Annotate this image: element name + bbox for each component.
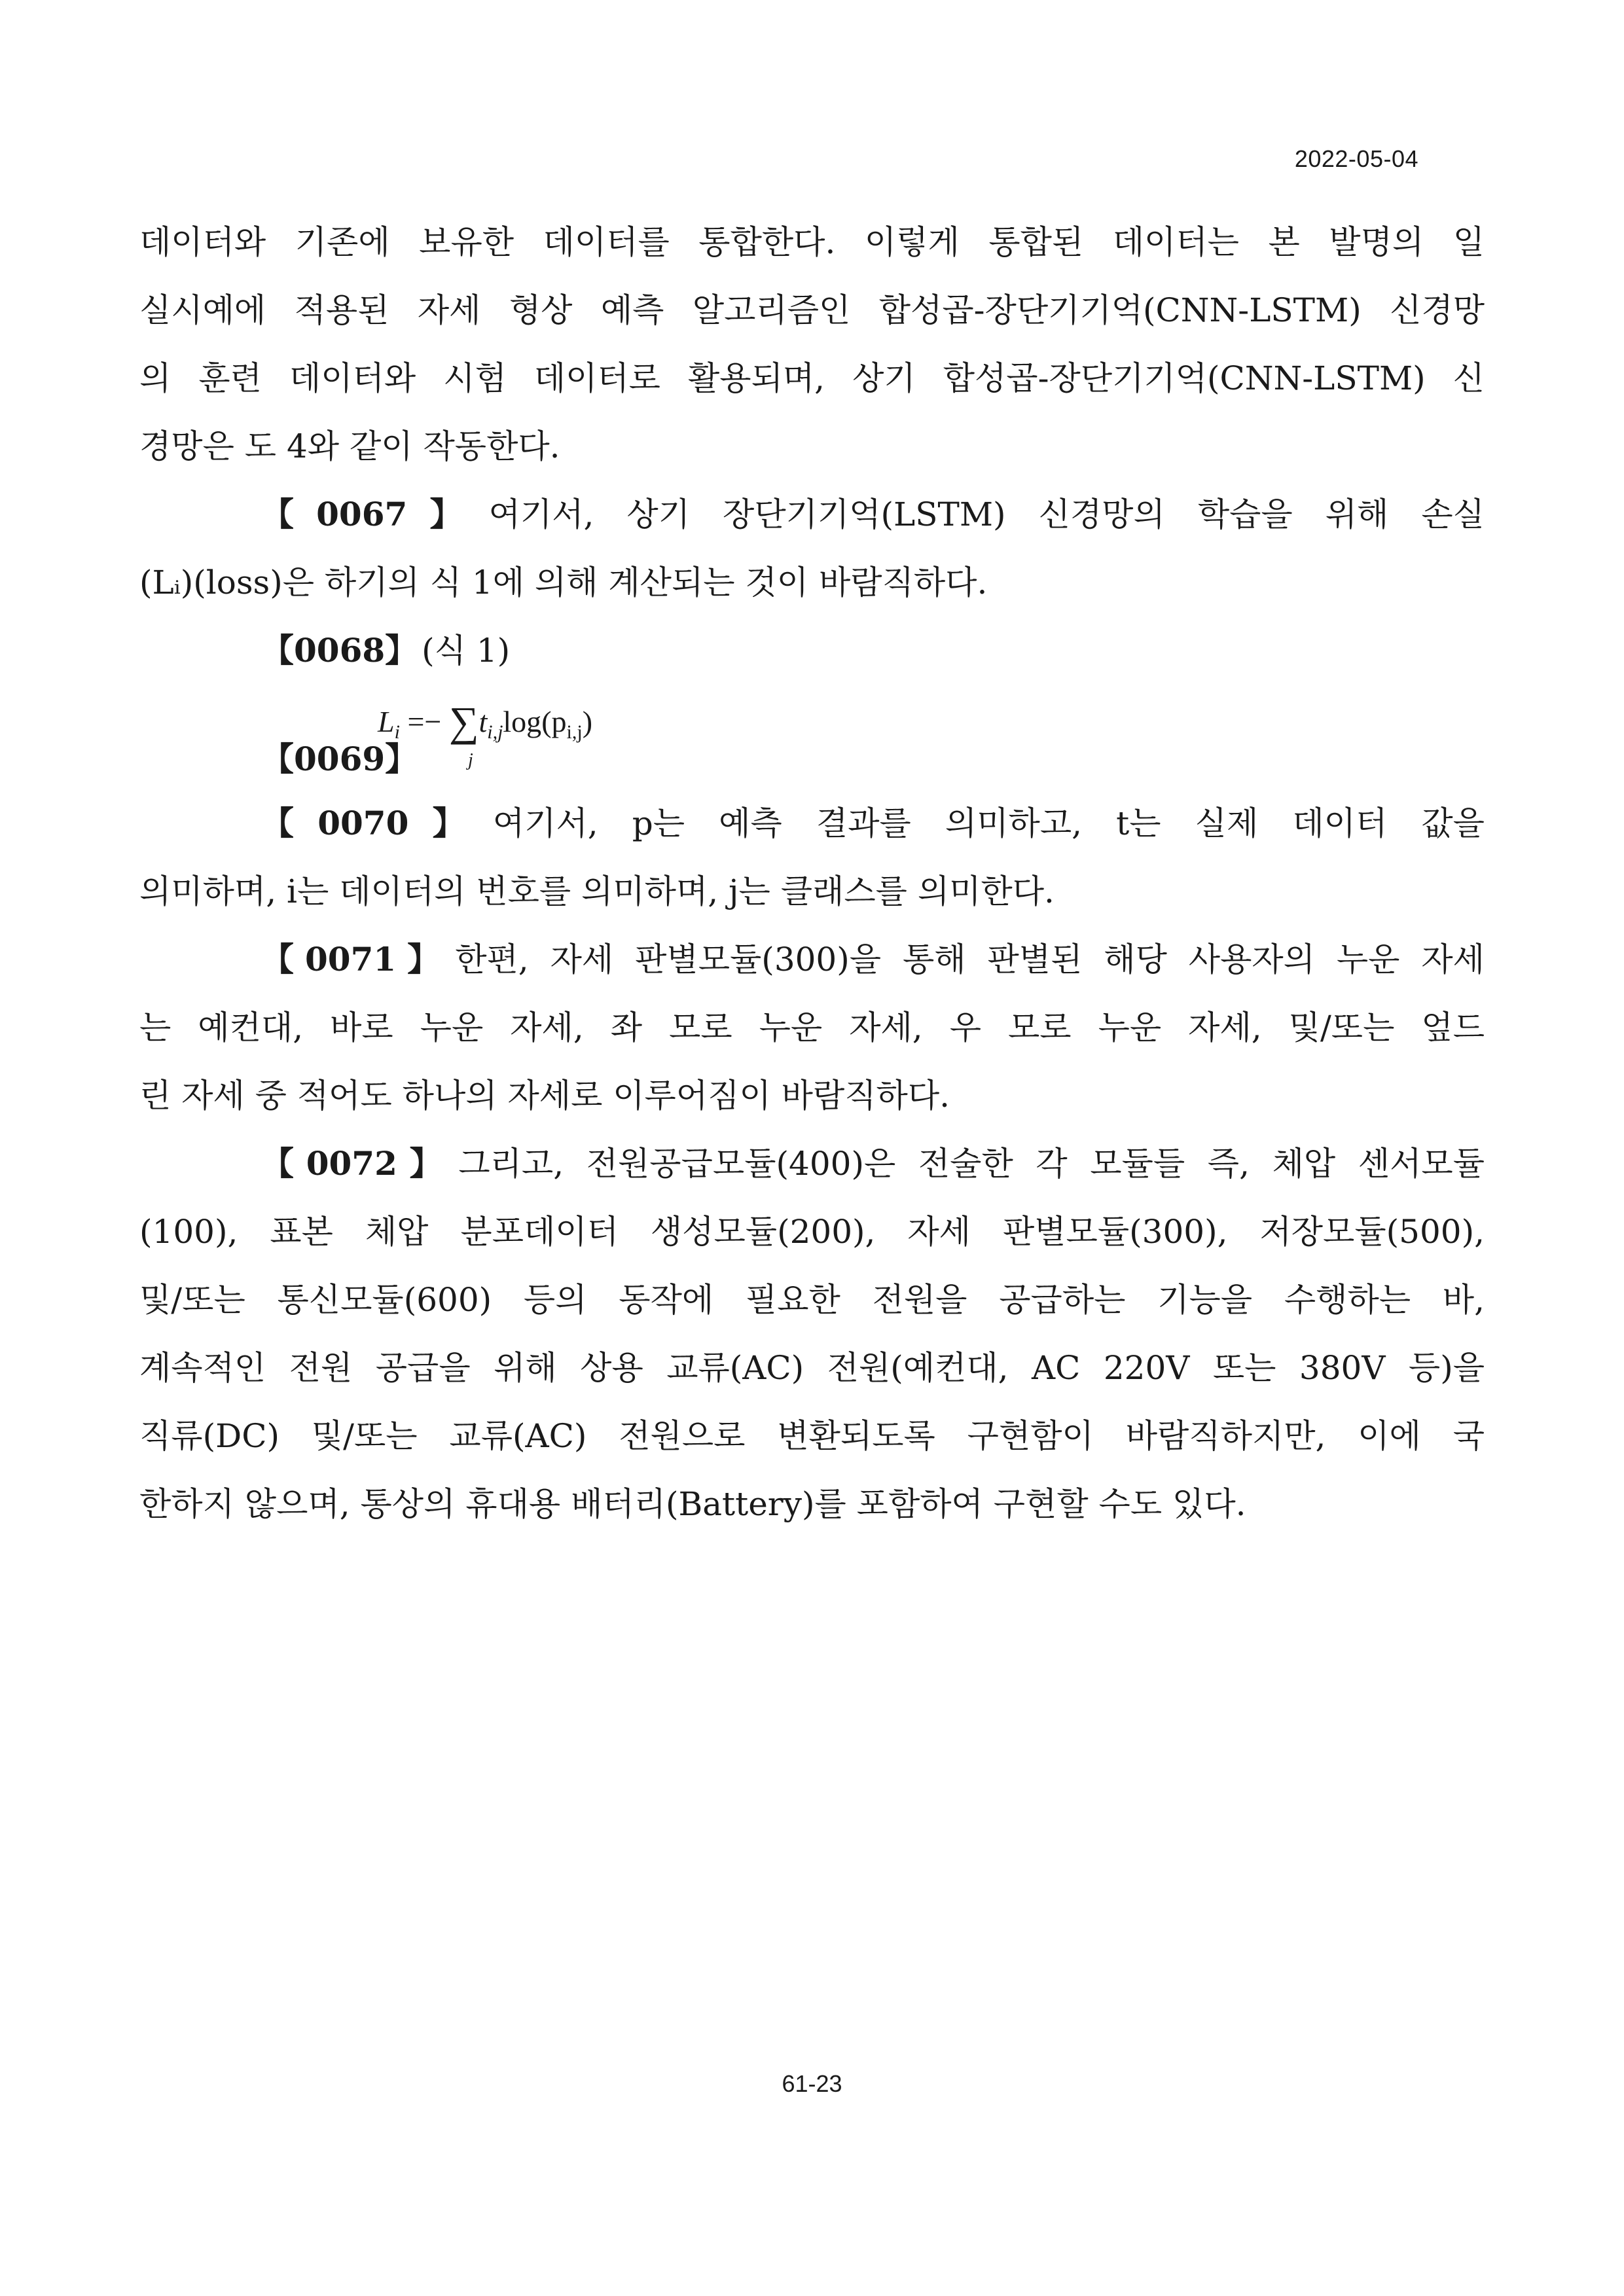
paragraph-text: 그리고, 전원공급모듈(400)은 전술한 각 모듈들 즉, 체압 센서모듈	[458, 1145, 1485, 1183]
formula-equals: =−	[407, 705, 442, 738]
formula-t-subscript: i,j	[487, 721, 503, 743]
paragraph-text: 한편, 자세 판별모듈(300)을 통해 판별된 해당 사용자의 누운 자세	[455, 941, 1485, 978]
text-line: 린 자세 중 적어도 하나의 자세로 이루어짐이 바람직하다.	[139, 1077, 950, 1115]
paragraph-0071-line	[139, 925, 1485, 994]
formula-close-paren: )	[582, 705, 593, 738]
text-line: 한하지 않으며, 통상의 휴대용 배터리(Battery)를 포함하여 구현할 수도 있다.	[139, 1485, 1246, 1523]
paragraph-number: 【0072】	[261, 1144, 455, 1183]
paragraph-0070-line	[139, 789, 1485, 857]
document-body	[139, 208, 1485, 1538]
paragraph-number: 【0067】	[261, 495, 485, 533]
page-number: 61-23	[782, 2070, 842, 2097]
formula-p-subscript: i,j	[566, 721, 583, 743]
paragraph-text: 여기서, p는 예측 결과를 의미하고, t는 실제 데이터 값을	[492, 804, 1485, 842]
text-line: (100), 표본 체압 분포데이터 생성모듈(200), 자세 판별모듈(300), 저장모듈(500),	[139, 1213, 1485, 1251]
text-line: 데이터와 기존에 보유한 데이터를 통합한다. 이렇게 통합된 데이터는 본 발명의 일	[139, 223, 1485, 261]
text-line: (Lᵢ)(loss)은 하기의 식 1에 의해 계산되는 것이 바람직하다.	[139, 564, 988, 601]
formula-sum-symbol: ∑	[448, 698, 479, 745]
loss-equation	[378, 698, 593, 770]
formula-open-paren: (	[541, 705, 552, 738]
paragraph-number: 【0070】	[261, 804, 489, 842]
paragraph-number: 【0069】	[261, 740, 418, 778]
text-line: 및/또는 통신모듈(600) 등의 동작에 필요한 전원을 공급하는 기능을 수행하는 바,	[139, 1281, 1485, 1319]
document-date: 2022-05-04	[1294, 145, 1418, 172]
paragraph-0067-line	[139, 480, 1485, 548]
formula-log: log	[503, 705, 542, 738]
text-line: 직류(DC) 및/또는 교류(AC) 전원으로 변환되도록 구현함이 바람직하지만, 이에 국	[139, 1417, 1485, 1455]
text-line: 는 예컨대, 바로 누운 자세, 좌 모로 누운 자세, 우 모로 누운 자세, 및/또는 엎드	[139, 1009, 1485, 1047]
paragraph-text: (식 1)	[422, 632, 511, 670]
formula-lhs-subscript: i	[394, 721, 400, 743]
paragraph-0069-formula-row	[139, 685, 1485, 789]
paragraph-number: 【0071】	[261, 940, 452, 978]
text-line: 의 훈련 데이터와 시험 데이터로 활용되며, 상기 합성곱-장단기기억(CNN-LSTM) 신	[139, 359, 1485, 397]
paragraph-number: 【0068】	[261, 631, 418, 670]
formula-t: t	[478, 705, 488, 738]
formula-sum-index: j	[468, 750, 473, 770]
paragraph-0072-line	[139, 1130, 1485, 1198]
text-line: 실시예에 적용된 자세 형상 예측 알고리즘인 합성곱-장단기기억(CNN-LSTM) 신경망	[139, 291, 1485, 329]
text-line: 의미하며, i는 데이터의 번호를 의미하며, j는 클래스를 의미한다.	[139, 872, 1055, 910]
formula-lhs: L	[378, 705, 395, 738]
text-line: 경망은 도 4와 같이 작동한다.	[139, 427, 560, 465]
text-line: 계속적인 전원 공급을 위해 상용 교류(AC) 전원(예컨대, AC 220V 또는 380V 등)을	[139, 1349, 1485, 1387]
formula-p: p	[551, 705, 567, 738]
paragraph-0068-line	[139, 617, 1485, 685]
paragraph-text: 여기서, 상기 장단기기억(LSTM) 신경망의 학습을 위해 손실	[488, 495, 1485, 533]
